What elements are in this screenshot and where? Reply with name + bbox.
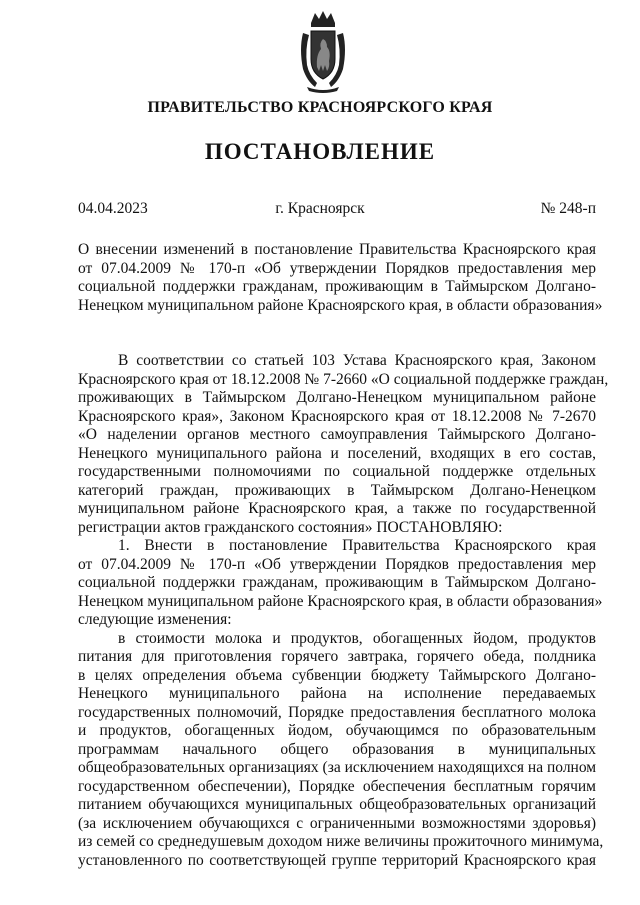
body-line: «О наделении органов местного самоуправления Таймырского Долгано- — [78, 426, 596, 443]
subject-line: О внесении изменений в постановление Правительства Красноярского края — [78, 241, 596, 258]
document-title: ПОСТАНОВЛЕНИЕ — [204, 139, 436, 164]
body-line: государственных полномочий, Порядке предоставления бесплатного молока — [78, 703, 596, 721]
body-line: социальной поддержки гражданам, проживающим в Таймырском Долгано- — [78, 574, 596, 591]
body-line: Красноярского края от 18.12.2008 № 7-2660 «О социальной поддержке граждан, — [78, 370, 609, 388]
body-line: Ненецкого муниципального района и поселений, входящих в его состав, — [78, 444, 596, 462]
body-line: программам начального общего образования в муниципальных — [78, 740, 596, 758]
body-line: Красноярского края», Законом Красноярского края от 18.12.2008 № 7-2670 — [78, 407, 596, 425]
subject-line: Ненецком муниципальном районе Красноярского края, в области образования» — [78, 296, 603, 314]
body-line: государственном обеспечении), Порядке обеспечения бесплатным горячим — [78, 777, 596, 795]
document-date: 04.04.2023 — [78, 200, 148, 217]
body-line: Ненецкого муниципального района на исполнение передаваемых — [78, 685, 596, 702]
body-line: питанием обучающихся муниципальных общеобразовательных организаций — [78, 796, 596, 813]
body-line: в целях определения объема субвенции бюджету Таймырского Долгано- — [78, 666, 596, 684]
body-line: из семей со среднедушевым доходом ниже величины прожиточного минимума, — [78, 833, 604, 850]
document-city: г. Красноярск — [275, 200, 365, 217]
body-line: установленного по соответствующей группе территорий Красноярского края — [78, 851, 596, 869]
body-line: от 07.04.2009 № 170-п «Об утверждении Порядков предоставления мер — [78, 555, 596, 573]
subject-line: от 07.04.2009 № 170-п «Об утверждении Порядков предоставления мер — [78, 259, 596, 277]
document-body — [78, 352, 609, 870]
body-line: государственными полномочиями по социальной поддержке отдельных — [78, 463, 596, 480]
body-line: В соответствии со статьей 103 Устава Красноярского края, Законом — [118, 352, 596, 369]
body-line: муниципальном районе Красноярского края, а также по государственной — [78, 500, 596, 517]
body-line: Ненецком муниципальном районе Красноярского края, в области образования» — [78, 592, 603, 610]
body-line: в стоимости молока и продуктов, обогащенных йодом, продуктов — [118, 629, 596, 647]
body-line: категорий граждан, проживающих в Таймырском Долгано-Ненецком — [78, 481, 596, 499]
body-line: проживающих в Таймырском Долгано-Ненецком муниципальном районе — [78, 389, 596, 406]
document-subject — [78, 241, 603, 315]
body-line: 1. Внести в постановление Правительства Красноярского края — [118, 537, 596, 554]
body-line: (за исключением обучающихся с ограниченными возможностями здоровья) — [78, 814, 596, 832]
subject-line: социальной поддержки гражданам, проживающим в Таймырском Долгано- — [78, 278, 596, 295]
coat-of-arms-icon — [297, 9, 349, 93]
government-name: ПРАВИТЕЛЬСТВО КРАСНОЯРСКОГО КРАЯ — [147, 99, 493, 116]
body-line: регистрации актов гражданского состояния» ПОСТАНОВЛЯЮ: — [78, 518, 503, 536]
body-line: и продуктов, обогащенных йодом, обучающимся по образовательным — [78, 722, 596, 739]
body-line: общеобразовательных организациях (за исключением находящихся на полном — [78, 759, 597, 776]
document-number: № 248-п — [540, 200, 596, 217]
body-line: следующие изменения: — [78, 611, 232, 628]
body-line: питания для приготовления горячего завтрака, горячего обеда, полдника — [78, 648, 596, 665]
